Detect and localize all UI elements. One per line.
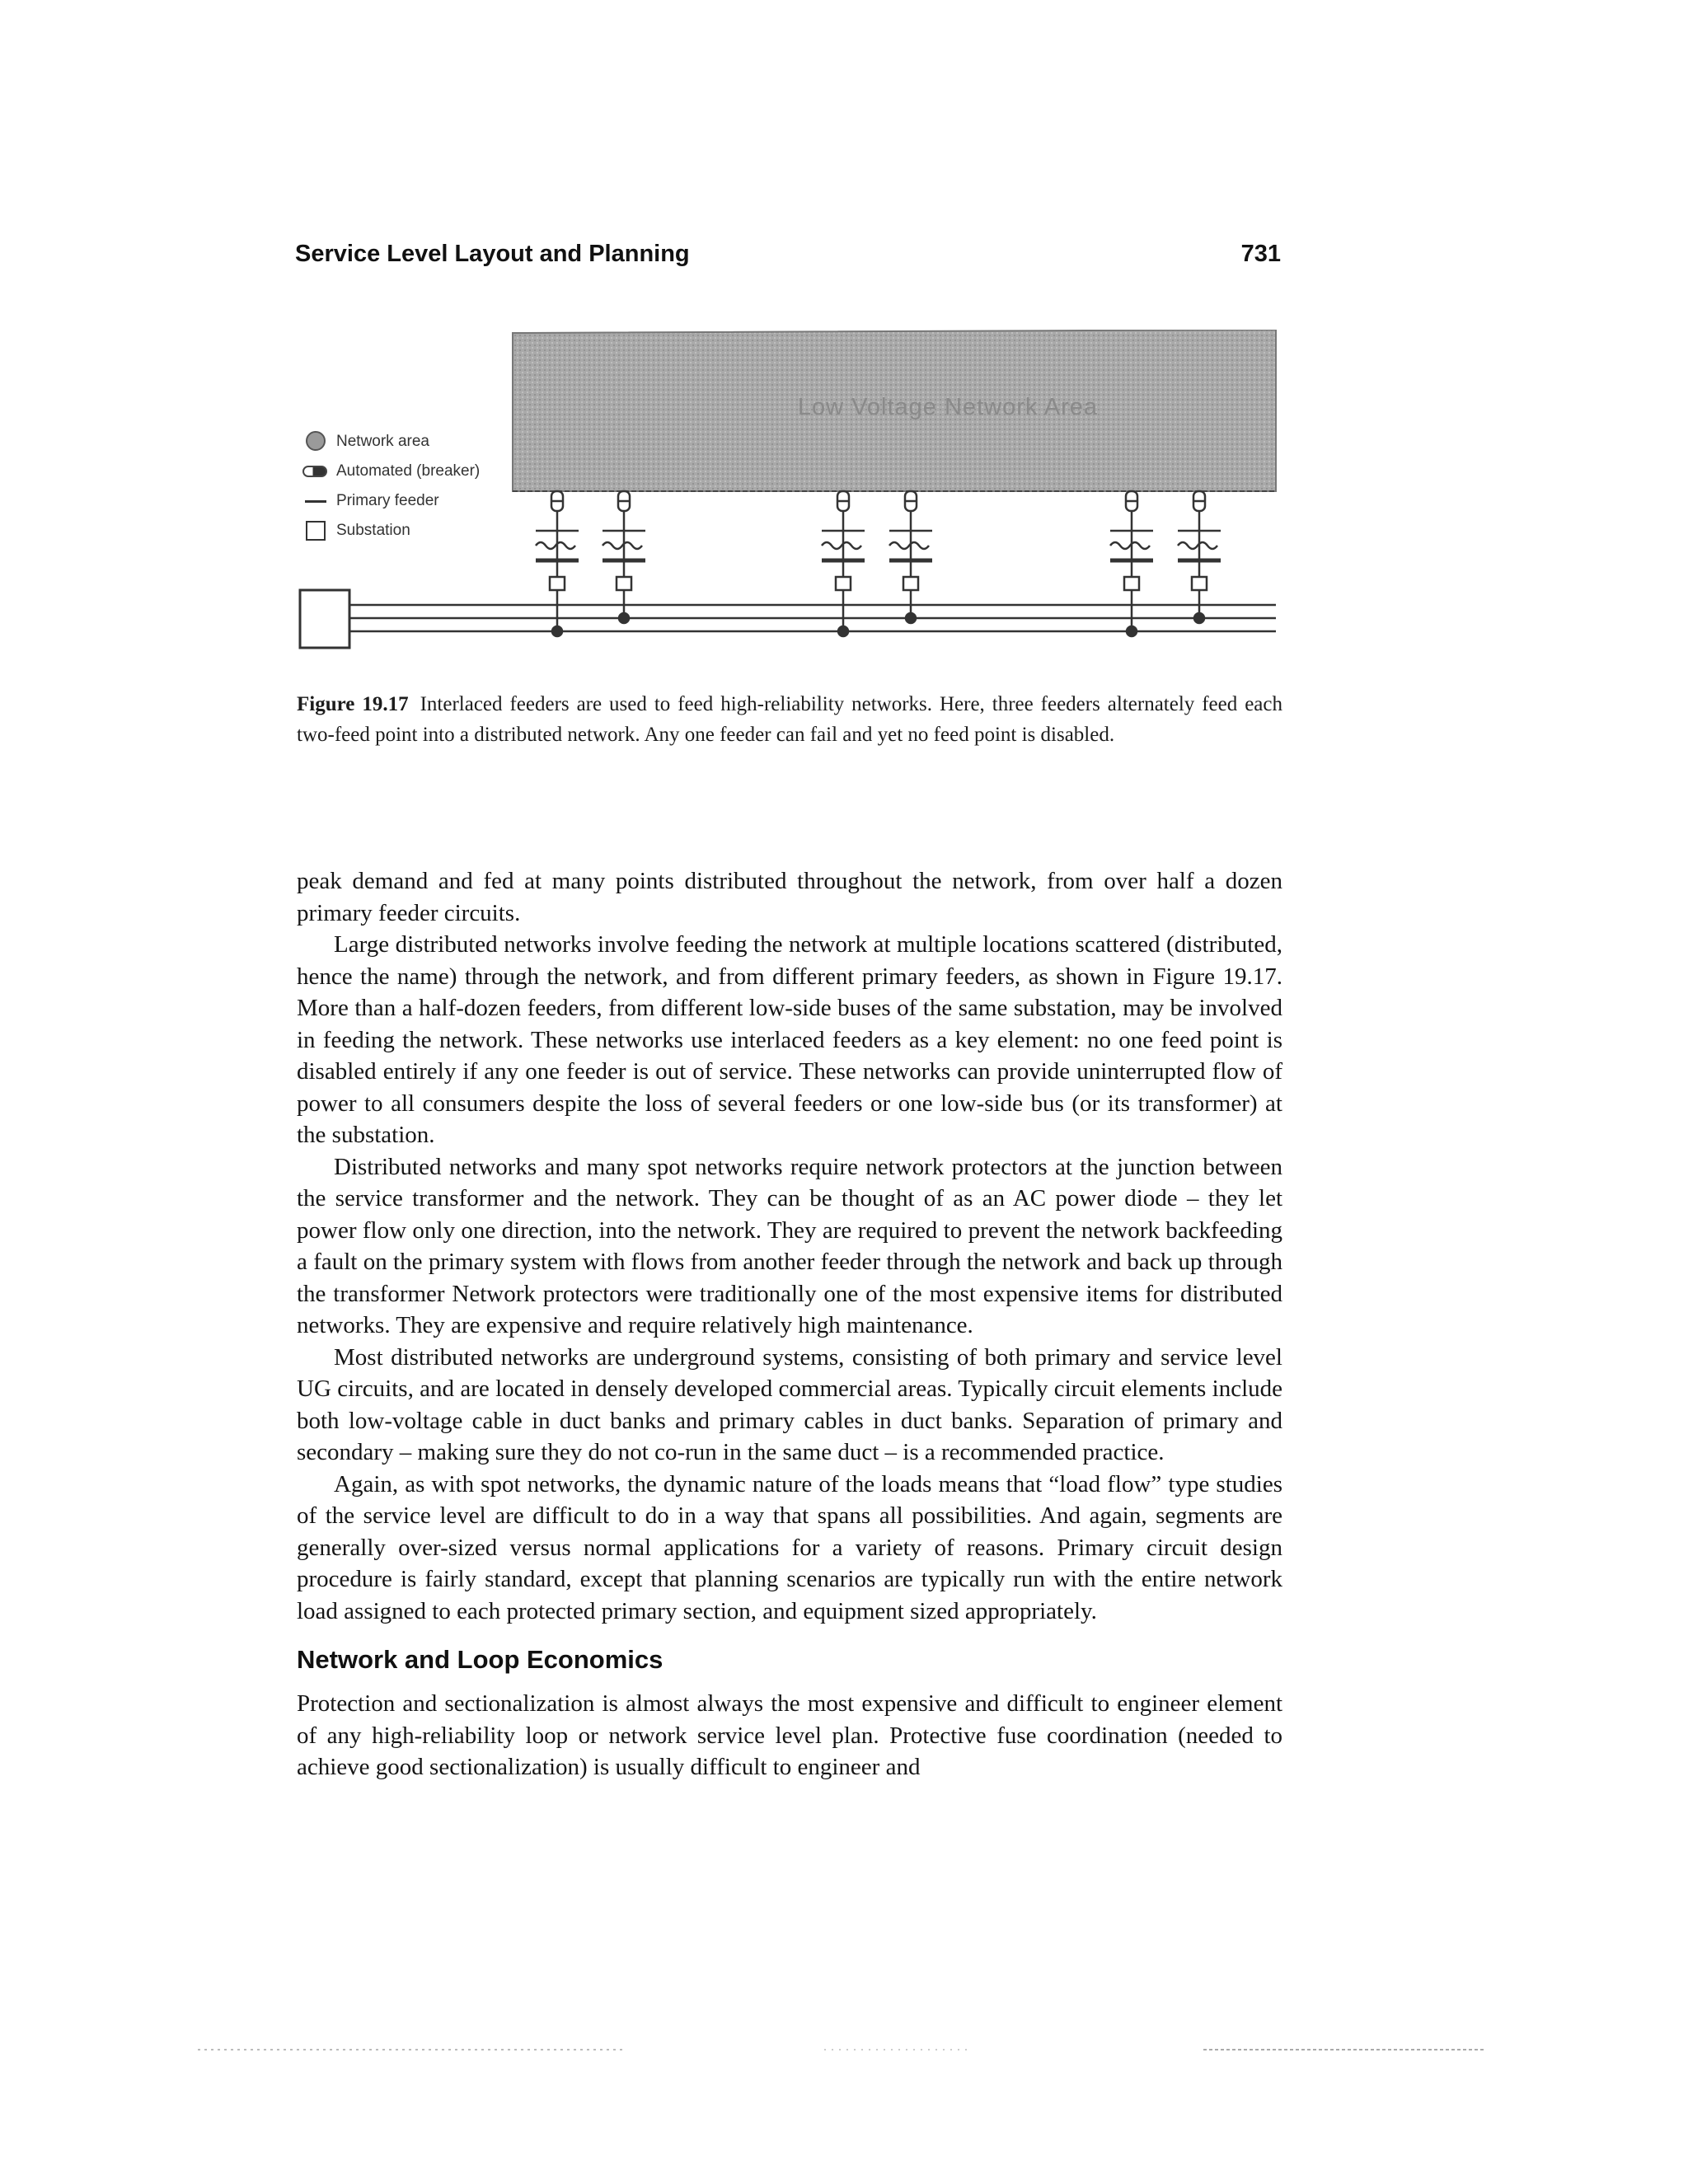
breaker-icon	[298, 459, 336, 484]
paragraph: Again, as with spot networks, the dynamic nature of the loads means that “load flow” type studies of the service level are difficult to do in a way that spans all possibilities. And again, segments are generally over-sized versus normal applications for a variety of reasons. Primary circuit design procedure is fairly standard, except that planning scenarios are typically run with the entire network load assigned to each protected primary section, and equipment sized appropriately.	[297, 1470, 1282, 1624]
scan-artifact-line	[198, 2046, 1484, 2053]
paragraph: Protection and sectionalization is almost always the most expensive and difficult to engineer element of any high-reliability loop or network service level plan. Protective fuse coordination (needed to achieve good sectionalization) is usually difficult to engineer and	[297, 1690, 1282, 1780]
legend-item-breaker	[298, 457, 480, 486]
transformer-icon	[1178, 542, 1217, 549]
legend-label: Network area	[336, 433, 429, 450]
legend-item-substation	[298, 516, 480, 546]
junction-dot	[1127, 626, 1137, 636]
paragraph: Most distributed networks are underground systems, consisting of both primary and service level UG circuits, and are located in densely developed commercial areas. Typically circuit elements include both low-voltage cable in duct banks and primary cables in duct banks. Separation of primary and secondary – making sure they do not co-run in the same duct – is a recommended practice.	[297, 1343, 1282, 1465]
paragraph: Distributed networks and many spot networks require network protectors at the junction between the service transformer and the network. They can be thought of as an AC power diode – they let power flow only one direction, into the network. They are required to prevent the network backfeeding a fault on the primary system with flows from another feeder through the network and back up through the transformer Network protectors were traditionally one of the most expensive items for distributed networks. They are expensive and require relatively high maintenance.	[297, 1153, 1282, 1338]
legend-label: Automated (breaker)	[336, 462, 481, 480]
switch-icon	[903, 577, 918, 590]
running-head	[295, 241, 1281, 268]
page-number: 731	[1240, 241, 1281, 267]
junction-dot	[838, 626, 848, 636]
legend-item-network-area	[298, 427, 480, 457]
switch-icon	[1124, 577, 1139, 590]
primary-feeder-icon	[298, 489, 336, 513]
legend-label: Primary feeder	[336, 492, 439, 509]
body-text	[297, 865, 1282, 1783]
junction-dot	[906, 613, 916, 623]
feed-points	[536, 491, 1221, 636]
switch-icon	[617, 577, 631, 590]
substation-icon	[298, 518, 336, 543]
transformer-icon	[889, 542, 929, 549]
paragraph: Large distributed networks involve feeding the network at multiple locations scattered (distributed, hence the name) through the network, and from different primary feeders, as shown in Figure 19.17. More than a half-dozen feeders, from different low-side buses of the same substation, may be involved in feeding the network. These networks use interlaced feeders as a key element: no one feed point is disabled entirely if any one feeder is out of service. These networks can provide uninterrupted flow of power to all consumers despite the loss of several feeders or one low-side bus (or its transformer) at the substation.	[297, 931, 1282, 1148]
switch-icon	[550, 577, 565, 590]
legend-item-primary-feeder	[298, 486, 480, 516]
network-area-icon	[298, 429, 336, 454]
transformer-icon	[822, 542, 861, 549]
transformer-icon	[1110, 542, 1150, 549]
switch-icon	[1192, 577, 1207, 590]
transformer-icon	[603, 542, 642, 549]
paragraph: peak demand and fed at many points distributed throughout the network, from over half a dozen primary feeder circuits.	[297, 868, 1282, 926]
section-heading: Network and Loop Economics	[297, 1645, 663, 1674]
substation-box	[300, 590, 349, 648]
junction-dot	[1194, 613, 1204, 623]
junction-dot	[552, 626, 562, 636]
figure-label: Figure 19.17	[297, 693, 409, 715]
junction-dot	[619, 613, 629, 623]
switch-icon	[836, 577, 851, 590]
running-head-title: Service Level Layout and Planning	[295, 241, 690, 267]
legend-label: Substation	[336, 522, 410, 539]
caption-text: Interlaced feeders are used to feed high-reliability networks. Here, three feeders alternately feed each two-feed point into a distributed network. Any one feeder can fail and yet no feed point is disabled.	[297, 693, 1282, 746]
network-area-label: Low Voltage Network Area	[797, 394, 1099, 420]
figure-legend	[298, 427, 480, 546]
figure-19-17	[297, 330, 1278, 655]
figure-caption	[297, 689, 1282, 750]
transformer-icon	[536, 542, 575, 549]
